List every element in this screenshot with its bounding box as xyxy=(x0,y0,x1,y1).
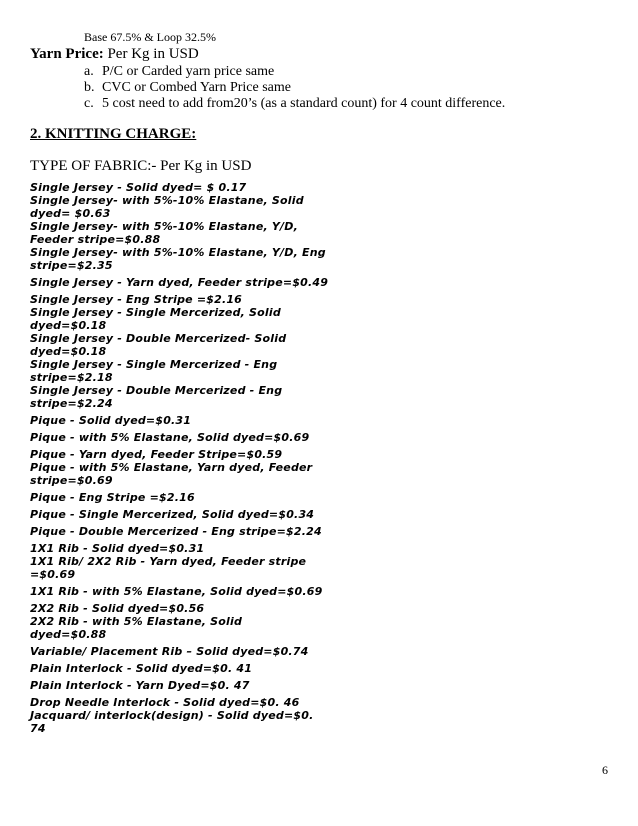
yarn-price-line xyxy=(30,46,199,63)
list-marker: b. xyxy=(84,80,95,95)
fabric-item: Single Jersey - Double Mercerized - Eng stripe=$2.24 xyxy=(30,384,283,410)
fabric-item: Single Jersey - Single Mercerized, Solid dyed=$0.18 xyxy=(30,306,281,332)
yarn-price-value: Per Kg in USD xyxy=(103,46,199,62)
yarn-price-list xyxy=(84,64,505,112)
fabric-item: Pique - Solid dyed=$0.31 xyxy=(30,414,192,427)
fabric-item: Jacquard/ interlock(design) - Solid dyed=$0. 74 xyxy=(30,709,314,735)
fabric-item: Single Jersey - Eng Stripe =$2.16 xyxy=(30,293,243,306)
list-item xyxy=(84,80,505,96)
fabric-item: Single Jersey - Solid dyed= $ 0.17 xyxy=(30,181,247,194)
fabric-item: Plain Interlock - Solid dyed=$0. 41 xyxy=(30,662,253,675)
fabric-item: Single Jersey - Double Mercerized- Solid dyed=$0.18 xyxy=(30,332,287,358)
fabric-item: Pique - Yarn dyed, Feeder Stripe=$0.59 xyxy=(30,448,283,461)
fabric-item: Pique - with 5% Elastane, Solid dyed=$0.69 xyxy=(30,431,310,444)
fabric-item: Single Jersey- with 5%-10% Elastane, Y/D, Feeder stripe=$0.88 xyxy=(30,220,298,246)
fabric-charge-list xyxy=(30,181,350,735)
list-marker: c. xyxy=(84,96,94,111)
fabric-item: Variable/ Placement Rib – Solid dyed=$0.74 xyxy=(30,645,309,658)
fabric-item: Pique - Single Mercerized, Solid dyed=$0.34 xyxy=(30,508,315,521)
fabric-type-heading: TYPE OF FABRIC:- Per Kg in USD xyxy=(30,158,252,174)
fabric-item: 2X2 Rib - Solid dyed=$0.56 xyxy=(30,602,205,615)
fabric-item: Single Jersey- with 5%-10% Elastane, Solid dyed= $0.63 xyxy=(30,194,304,220)
fabric-item: Single Jersey - Yarn dyed, Feeder stripe=$0.49 xyxy=(30,276,329,289)
fabric-item: Pique - Eng Stripe =$2.16 xyxy=(30,491,195,504)
fabric-item: Single Jersey- with 5%-10% Elastane, Y/D, Eng stripe=$2.35 xyxy=(30,246,326,272)
fabric-item: 1X1 Rib - Solid dyed=$0.31 xyxy=(30,542,205,555)
fabric-item: 1X1 Rib/ 2X2 Rib - Yarn dyed, Feeder stripe =$0.69 xyxy=(30,555,307,581)
list-item xyxy=(84,64,505,80)
page-number: 6 xyxy=(602,763,608,777)
fabric-item: 2X2 Rib - with 5% Elastane, Solid dyed=$0.88 xyxy=(30,615,243,641)
list-item-text: 5 cost need to add from20’s (as a standard count) for 4 count difference. xyxy=(102,96,506,111)
fabric-item: Plain Interlock - Yarn Dyed=$0. 47 xyxy=(30,679,250,692)
list-marker: a. xyxy=(84,64,94,79)
base-loop-ratio: Base 67.5% & Loop 32.5% xyxy=(84,30,216,44)
fabric-item: Drop Needle Interlock - Solid dyed=$0. 46 xyxy=(30,696,300,709)
list-item-text: P/C or Carded yarn price same xyxy=(102,64,275,79)
fabric-item: Pique - Double Mercerized - Eng stripe=$2.24 xyxy=(30,525,322,538)
section-heading: 2. KNITTING CHARGE: xyxy=(30,126,197,142)
fabric-item: Pique - with 5% Elastane, Yarn dyed, Feeder stripe=$0.69 xyxy=(30,461,313,487)
yarn-price-label: Yarn Price: xyxy=(30,46,104,62)
list-item xyxy=(84,96,505,112)
fabric-item: Single Jersey - Single Mercerized - Eng stripe=$2.18 xyxy=(30,358,278,384)
list-item-text: CVC or Combed Yarn Price same xyxy=(102,80,291,95)
fabric-item: 1X1 Rib - with 5% Elastane, Solid dyed=$0.69 xyxy=(30,585,323,598)
